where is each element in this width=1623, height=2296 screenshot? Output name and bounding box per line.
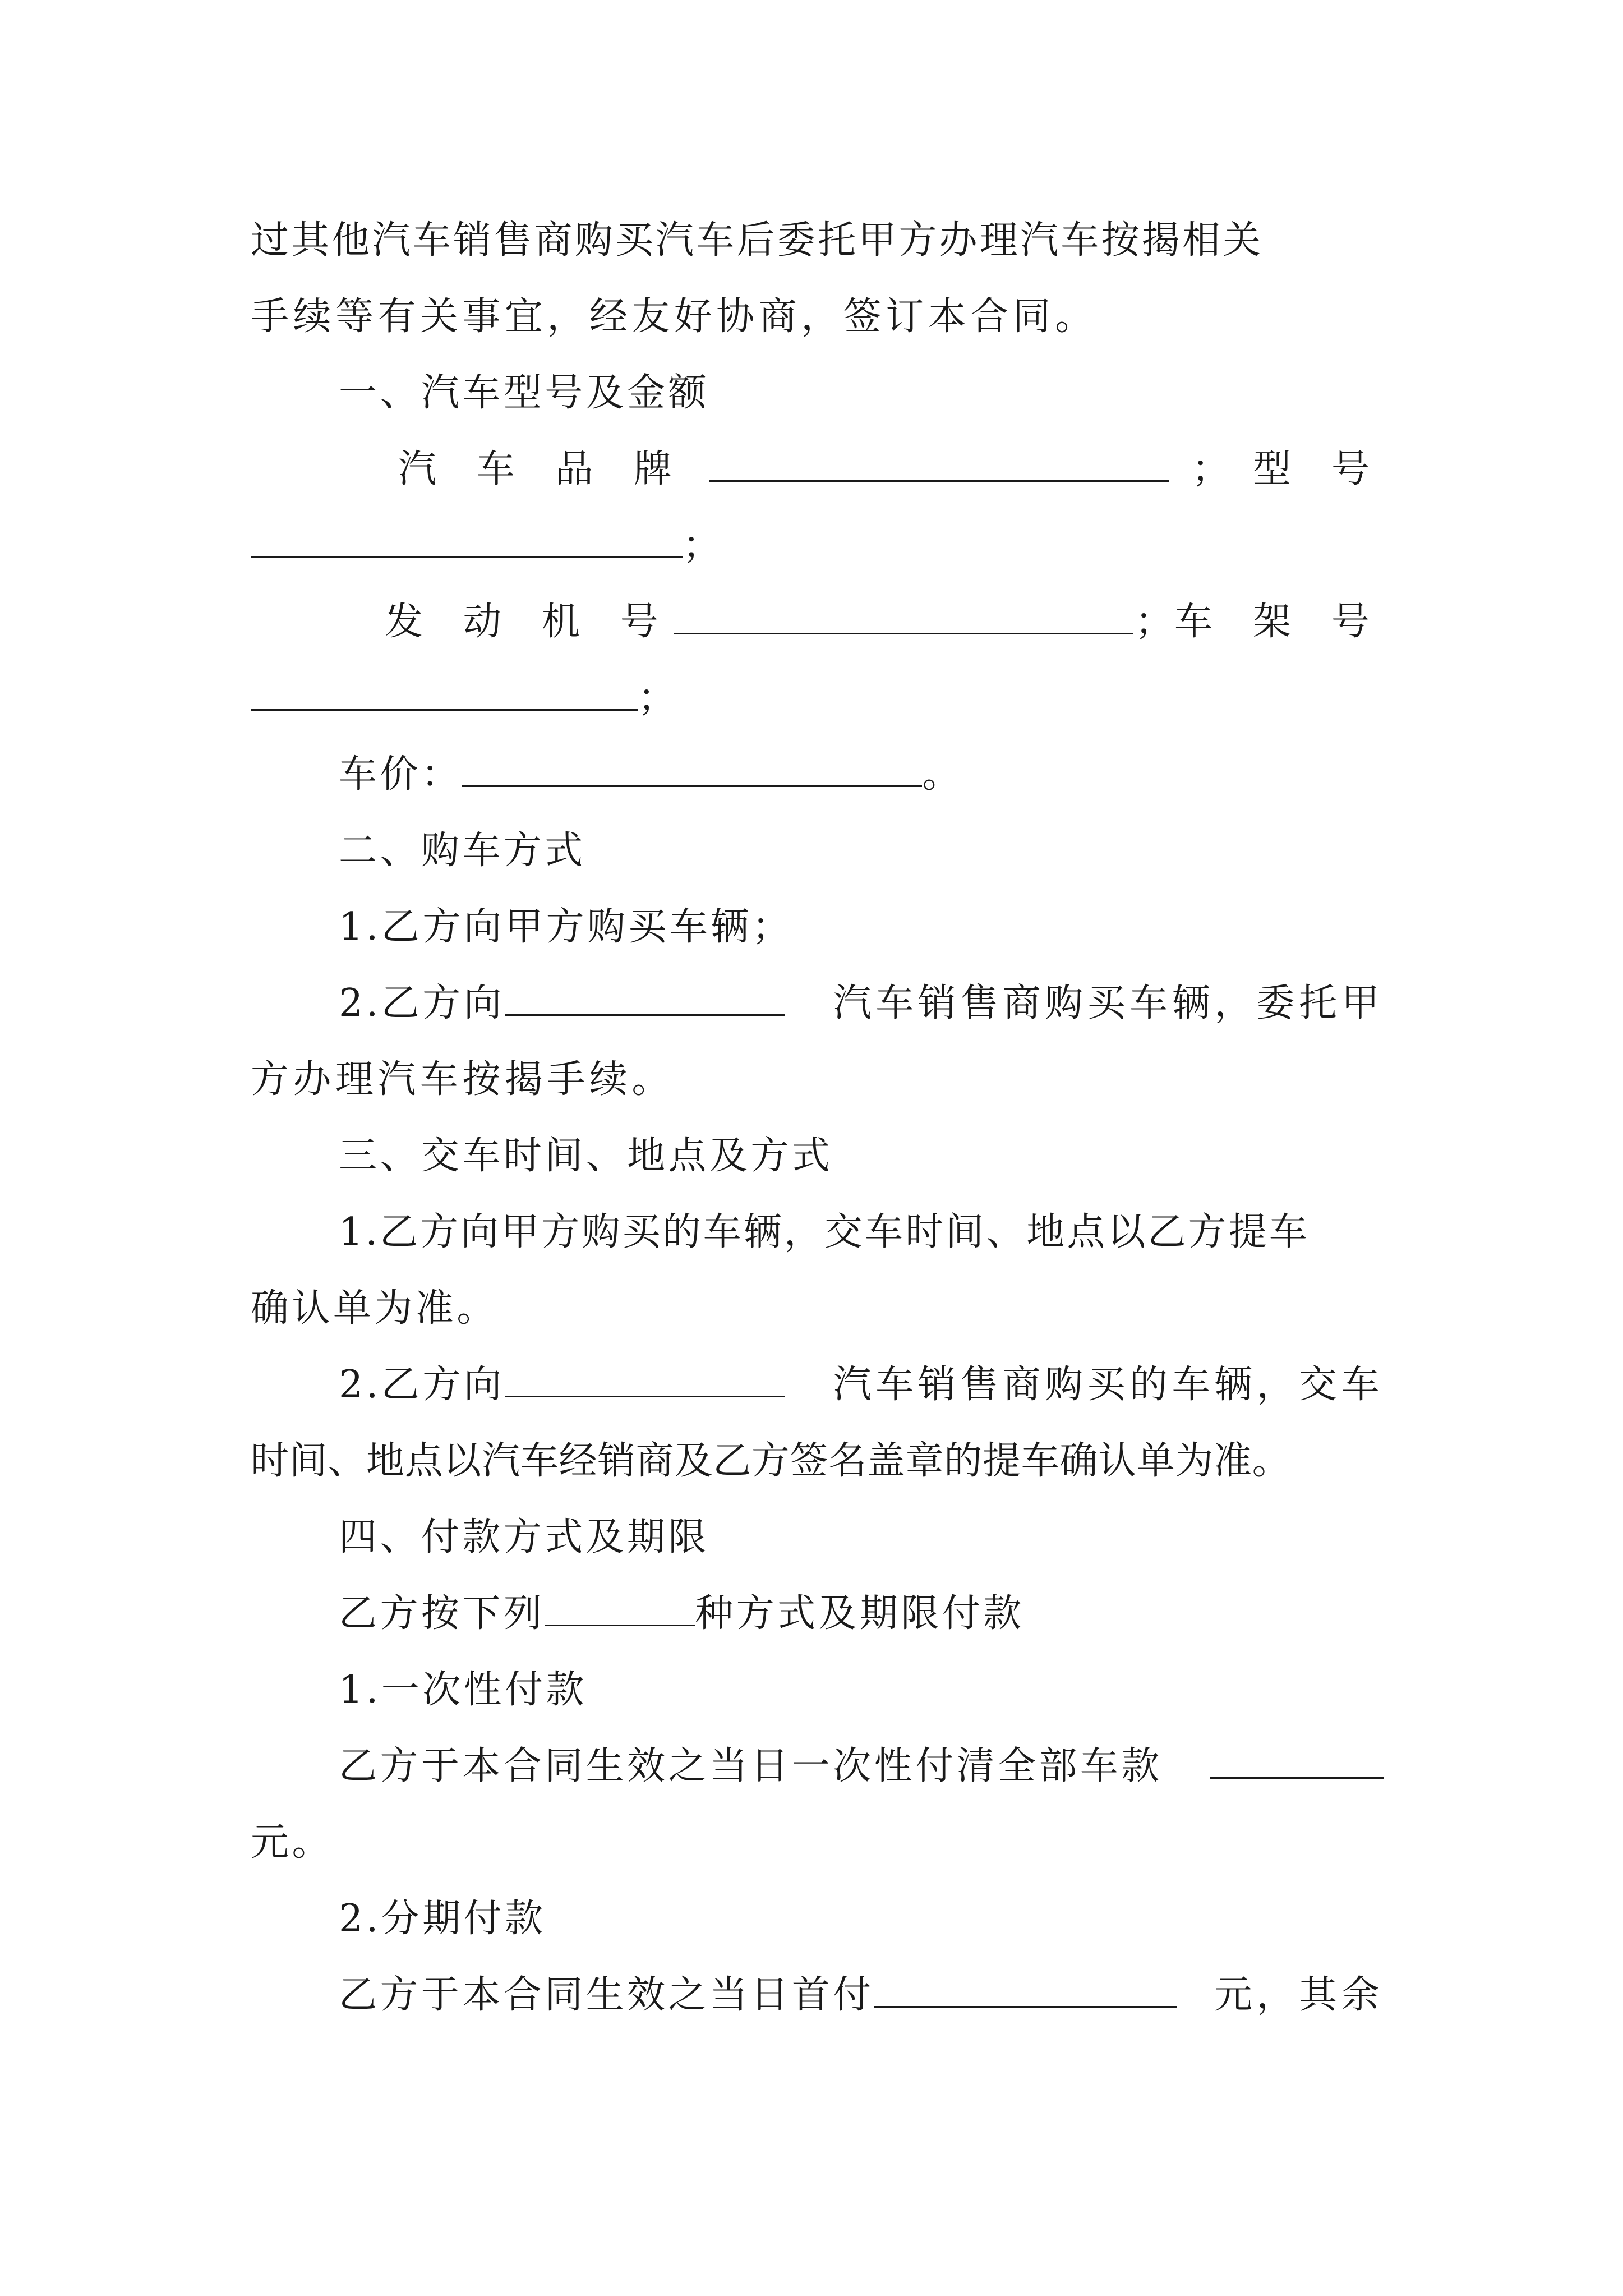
text-fragment: 乙方于本合同生效之当日首付 — [339, 1973, 874, 2017]
list-item-text: 汽车销售商购买车辆，委托甲 — [833, 981, 1384, 1025]
field-label-chassis: 车 架 号 — [1174, 600, 1384, 644]
text-line — [251, 1430, 1384, 1492]
form-line-dealer-purchase — [339, 973, 1384, 1034]
text-line — [251, 210, 1384, 272]
text-fragment: 种方式及期限付款 — [695, 1591, 1025, 1636]
form-line-down-payment — [339, 1964, 1384, 2026]
text-fragment: 元，其余 — [1214, 1973, 1384, 2017]
price-blank[interactable] — [462, 744, 922, 787]
method-blank[interactable] — [545, 1583, 695, 1626]
text-fragment: 乙方于本合同生效之当日一次性付清全部车款 — [339, 1744, 1163, 1788]
separator: ； — [1135, 600, 1173, 644]
form-line-engine — [385, 591, 1384, 653]
form-line-full-payment — [339, 1736, 1384, 1797]
brand-blank[interactable] — [709, 439, 1169, 482]
separator: ； — [683, 523, 721, 568]
text-line: 元。 — [251, 1820, 333, 1865]
dealer-blank[interactable] — [505, 973, 785, 1016]
down-payment-blank[interactable] — [874, 1964, 1177, 2008]
field-label-model: 型 号 — [1252, 447, 1384, 491]
form-line-model-value — [251, 515, 1384, 577]
section-heading: 一、汽车型号及金额 — [339, 371, 709, 415]
list-item-text: 汽车销售商购买的车辆，交车 — [833, 1363, 1384, 1407]
form-line-price — [339, 744, 1384, 806]
section-heading: 二、购车方式 — [339, 829, 586, 873]
field-label-price: 车价： — [339, 752, 463, 797]
form-line-payment-method — [339, 1583, 1384, 1645]
text-line: 方办理汽车按揭手续。 — [251, 1057, 674, 1102]
paragraph-text: 时间、地点以汽车经销商及乙方签名盖章的提车确认单为准。 — [251, 1439, 1291, 1483]
section-heading: 三、交车时间、地点及方式 — [339, 1134, 833, 1178]
text-line — [339, 1202, 1384, 1263]
form-line-brand — [398, 439, 1384, 500]
model-blank[interactable] — [251, 515, 683, 558]
list-item: 2.分期付款 — [339, 1897, 546, 1941]
field-label-brand: 汽 车 品 牌 — [398, 447, 686, 491]
list-item: 1.乙方向甲方购买的车辆，交车时间、地点以乙方提车 — [339, 1210, 1310, 1254]
text-fragment: 乙方按下列 — [339, 1591, 545, 1636]
text-line: 确认单为准。 — [251, 1286, 498, 1331]
engine-number-blank[interactable] — [674, 591, 1133, 634]
form-line-chassis-value — [251, 668, 1384, 729]
chassis-number-blank[interactable] — [251, 668, 638, 711]
list-item-text: 2.乙方向 — [339, 981, 505, 1025]
list-item: 1.乙方向甲方购买车辆； — [339, 905, 794, 949]
text-line: 手续等有关事宜，经友好协商，签订本合同。 — [251, 295, 1098, 339]
dealer-blank[interactable] — [505, 1354, 785, 1397]
period: 。 — [922, 752, 961, 797]
separator: ； — [638, 676, 676, 720]
list-item: 1.一次性付款 — [339, 1668, 587, 1712]
field-label-engine: 发 动 机 号 — [385, 600, 672, 644]
form-line-dealer-delivery — [339, 1354, 1384, 1416]
full-amount-blank[interactable] — [1210, 1736, 1384, 1779]
section-heading: 四、付款方式及期限 — [339, 1515, 709, 1559]
list-item-text: 2.乙方向 — [339, 1363, 505, 1407]
paragraph-text: 过其他汽车销售商购买汽车后委托甲方办理汽车按揭相关 — [251, 218, 1264, 263]
separator: ； — [1191, 447, 1230, 491]
